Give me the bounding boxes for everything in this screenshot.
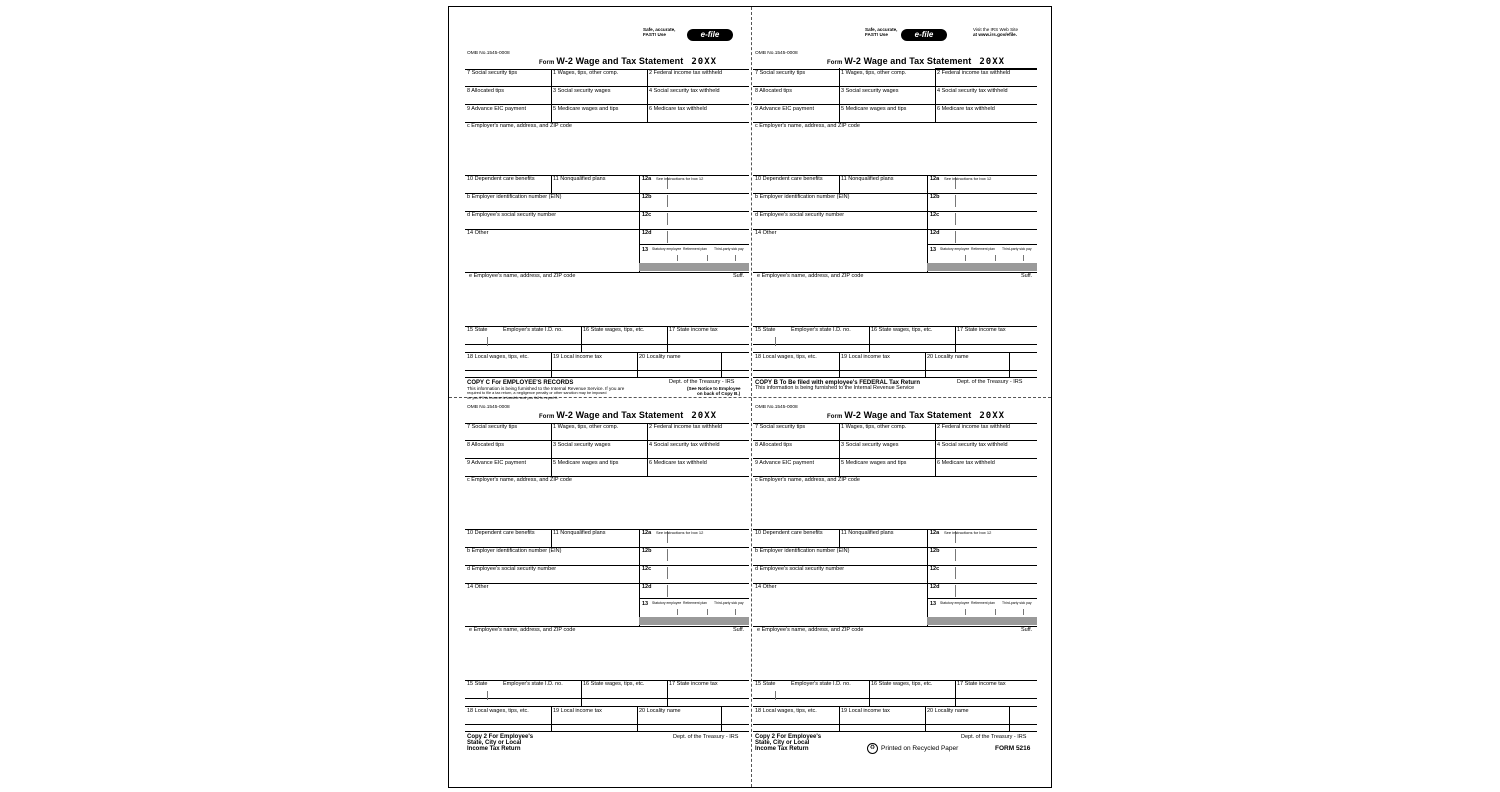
recycled-text: Printed on Recycled Paper [881, 745, 959, 753]
safe-text [643, 27, 675, 37]
boxe-label: e Employee's name, address, and ZIP code [757, 627, 864, 633]
box3-label: 3 Social security wages [553, 88, 611, 94]
box12a-label: 12a [930, 176, 940, 182]
recycle-icon: ♻ [867, 743, 878, 754]
box12b-label: 12b [642, 548, 652, 554]
box13-retirement: Retirement plan [971, 247, 995, 251]
boxc-label: c Employer's name, address, and ZIP code [467, 477, 572, 483]
w2-form-sheet [448, 6, 1052, 788]
omb-number: OMB No.1545-0008 [755, 405, 798, 410]
box12c-label: 12c [930, 212, 940, 218]
box8-label: 8 Allocated tips [467, 88, 504, 94]
panel-copy-b [753, 13, 1037, 398]
box12c-label: 12c [642, 212, 652, 218]
box18-label: 18 Local wages, tips, etc. [755, 708, 817, 714]
boxc-label: c Employer's name, address, and ZIP code [755, 477, 860, 483]
suffix-label: Suff. [1021, 273, 1033, 279]
box18-label: 18 Local wages, tips, etc. [467, 708, 529, 714]
box15-label: 15 State [755, 327, 776, 333]
safe-text-line1: Safe, accurate, [865, 27, 898, 32]
boxb-label: b Employer identification number (EIN) [467, 548, 562, 554]
copy-c-sub2: required to file a tax return, a negligence penalty or other sanction may be imposed [467, 391, 607, 395]
box3-label: 3 Social security wages [841, 442, 899, 448]
copy-c-sub3: on you if this income is taxable and you fail to report it. [467, 396, 559, 400]
box2-label: 2 Federal income tax withheld [937, 424, 1011, 430]
form-title-text: W-2 Wage and Tax Statement [556, 410, 684, 420]
dept-treasury: Dept. of the Treasury - IRS [957, 379, 1023, 385]
copy-2-title-line2: State, City or Local [467, 740, 522, 746]
box11-label: 11 Nonqualified plans [553, 530, 606, 536]
box4-label: 4 Social security tax withheld [937, 442, 1008, 448]
box10-label: 10 Dependent care benefits [755, 176, 823, 182]
box13-statutory: Statutory employee [940, 247, 970, 251]
box13-sickpay: Third-party sick pay [1002, 601, 1032, 605]
box11-label: 11 Nonqualified plans [553, 176, 606, 182]
panel-copy-2-right [753, 403, 1037, 788]
dept-treasury: Dept. of the Treasury - IRS [673, 734, 739, 740]
box15-label: 15 State [467, 327, 488, 333]
form-title [827, 410, 1005, 421]
box19-label: 19 Local income tax [841, 354, 890, 360]
box13-statutory: Statutory employee [652, 247, 682, 251]
boxc-label: c Employer's name, address, and ZIP code [467, 123, 572, 129]
box6-label: 6 Medicare tax withheld [649, 106, 707, 112]
suffix-label: Suff. [733, 273, 745, 279]
copy-2-title [467, 734, 533, 752]
box5-label: 5 Medicare wages and tips [553, 460, 619, 466]
box12d-label: 12d [642, 230, 652, 236]
tax-year: 20XX [691, 411, 718, 421]
boxb-label: b Employer identification number (EIN) [755, 548, 850, 554]
box11-label: 11 Nonqualified plans [841, 530, 894, 536]
box19-label: 19 Local income tax [553, 354, 602, 360]
tax-year: 20XX [691, 57, 718, 67]
box12d-label: 12d [930, 584, 940, 590]
tax-year: 20XX [979, 411, 1006, 421]
box13-statutory: Statutory employee [652, 601, 682, 605]
dept-treasury: Dept. of the Treasury - IRS [669, 379, 735, 385]
copy-b-title: COPY B To Be filed with employee's FEDERAL Tax Return [755, 380, 921, 386]
irs-visit-text [973, 27, 1018, 37]
box7-label: 7 Social security tips [755, 424, 806, 430]
form-word: Form [827, 60, 843, 66]
box6-label: 6 Medicare tax withheld [937, 460, 995, 466]
box13-label: 13 [642, 247, 649, 253]
form-number: FORM 5216 [995, 745, 1031, 752]
box10-label: 10 Dependent care benefits [467, 176, 535, 182]
highlight-border-box2 [935, 68, 1037, 87]
box13-sickpay: Third-party sick pay [714, 601, 744, 605]
boxd-label: d Employee's social security number [755, 212, 845, 218]
box12c-label: 12c [930, 566, 940, 572]
box9-label: 9 Advance EIC payment [467, 106, 527, 112]
box17-label: 17 State income tax [669, 681, 718, 687]
box1-label: 1 Wages, tips, other comp. [553, 70, 619, 76]
box13-sickpay: Third-party sick pay [714, 247, 744, 251]
box8-label: 8 Allocated tips [755, 442, 792, 448]
box16-label: 16 State wages, tips, etc. [871, 327, 933, 333]
copy-c-sub1: This information is being furnished to the Internal Revenue Service. If you are [467, 386, 625, 391]
copy-2-title-line1: Copy 2 For Employee's [755, 734, 822, 740]
box15-label: 15 State [467, 681, 488, 687]
box1-label: 1 Wages, tips, other comp. [841, 70, 907, 76]
box2-label: 2 Federal income tax withheld [649, 70, 723, 76]
box1-label: 1 Wages, tips, other comp. [841, 424, 907, 430]
box1-label: 1 Wages, tips, other comp. [553, 424, 619, 430]
box15-id-label: Employer's state I.D. no. [791, 681, 851, 687]
box12a-note: See instructions for box 12 [944, 530, 992, 535]
box4-label: 4 Social security tax withheld [937, 88, 1008, 94]
box14-label: 14 Other [755, 584, 777, 590]
panel-copy-c [465, 13, 749, 398]
box9-label: 9 Advance EIC payment [755, 460, 815, 466]
box20-label: 20 Locality name [927, 708, 969, 714]
safe-text-line2: FAST! Use [643, 32, 666, 37]
box13-retirement: Retirement plan [971, 601, 995, 605]
box15-id-label: Employer's state I.D. no. [503, 327, 563, 333]
box13-label: 13 [930, 247, 937, 253]
box10-label: 10 Dependent care benefits [467, 530, 535, 536]
box12a-label: 12a [930, 530, 940, 536]
boxd-label: d Employee's social security number [467, 212, 557, 218]
box11-label: 11 Nonqualified plans [841, 176, 894, 182]
form-word: Form [539, 414, 555, 420]
irs-visit-line2: at www.irs.gov/efile. [973, 32, 1017, 37]
tax-year: 20XX [979, 57, 1006, 67]
omb-number: OMB No.1545-0008 [467, 405, 510, 410]
box6-label: 6 Medicare tax withheld [937, 106, 995, 112]
copy-2-title-line3: Income Tax Return [467, 746, 521, 752]
form-word: Form [539, 60, 555, 66]
box13-statutory: Statutory employee [940, 601, 970, 605]
box15-label: 15 State [755, 681, 776, 687]
box19-label: 19 Local income tax [841, 708, 890, 714]
boxb-label: b Employer identification number (EIN) [755, 194, 850, 200]
boxb-label: b Employer identification number (EIN) [467, 194, 562, 200]
box8-label: 8 Allocated tips [467, 442, 504, 448]
suffix-label: Suff. [733, 627, 745, 633]
copy-b-sub: This information is being furnished to the Internal Revenue Service [755, 385, 915, 391]
highlight-border [839, 68, 937, 123]
box20-label: 20 Locality name [639, 354, 681, 360]
box17-label: 17 State income tax [669, 327, 718, 333]
copy-c-title: COPY C For EMPLOYEE'S RECORDS [467, 380, 574, 386]
box13-label: 13 [642, 601, 649, 607]
box12a-label: 12a [642, 176, 652, 182]
box5-label: 5 Medicare wages and tips [553, 106, 619, 112]
box14-label: 14 Other [467, 230, 489, 236]
box15-id-label: Employer's state I.D. no. [791, 327, 851, 333]
suffix-label: Suff. [1021, 627, 1033, 633]
box16-label: 16 State wages, tips, etc. [583, 327, 645, 333]
box8-label: 8 Allocated tips [755, 88, 792, 94]
box14-label: 14 Other [755, 230, 777, 236]
form-title [827, 56, 1005, 67]
panel-copy-2-left [465, 403, 749, 788]
recycled-paper-note [867, 743, 958, 754]
boxe-label: e Employee's name, address, and ZIP code [757, 273, 864, 279]
safe-text-line2: FAST! Use [865, 32, 888, 37]
box12a-note: See instructions for box 12 [656, 530, 704, 535]
copy-2-title-line3: Income Tax Return [755, 746, 809, 752]
highlight-border-box9 [753, 104, 840, 123]
box18-label: 18 Local wages, tips, etc. [755, 354, 817, 360]
notice-line1: (See Notice to Employee [687, 386, 741, 391]
efile-logo: e-file [901, 29, 947, 41]
box7-label: 7 Social security tips [755, 70, 806, 76]
box2-label: 2 Federal income tax withheld [649, 424, 723, 430]
boxe-label: e Employee's name, address, and ZIP code [469, 273, 576, 279]
boxd-label: d Employee's social security number [467, 566, 557, 572]
form-word: Form [827, 414, 843, 420]
irs-visit-line1: Visit the IRS Web Site [973, 27, 1019, 32]
box3-label: 3 Social security wages [841, 88, 899, 94]
form-title-text: W-2 Wage and Tax Statement [844, 410, 972, 420]
copy-2-title [755, 734, 821, 752]
form-title [539, 410, 717, 421]
box10-label: 10 Dependent care benefits [755, 530, 823, 536]
box19-label: 19 Local income tax [553, 708, 602, 714]
form-title-text: W-2 Wage and Tax Statement [556, 56, 684, 66]
notice-line2: on back of Copy B.) [697, 391, 741, 396]
box16-label: 16 State wages, tips, etc. [583, 681, 645, 687]
box2-label: 2 Federal income tax withheld [937, 70, 1011, 76]
box16-label: 16 State wages, tips, etc. [871, 681, 933, 687]
dept-treasury: Dept. of the Treasury - IRS [961, 734, 1027, 740]
boxc-label: c Employer's name, address, and ZIP code [755, 123, 860, 129]
box13-retirement: Retirement plan [683, 601, 707, 605]
box12c-label: 12c [642, 566, 652, 572]
form-title [539, 56, 717, 67]
box20-label: 20 Locality name [639, 708, 681, 714]
box5-label: 5 Medicare wages and tips [841, 460, 907, 466]
box12a-note: See instructions for box 12 [944, 176, 992, 181]
box5-label: 5 Medicare wages and tips [841, 106, 907, 112]
box3-label: 3 Social security wages [553, 442, 611, 448]
box4-label: 4 Social security tax withheld [649, 88, 720, 94]
form-title-text: W-2 Wage and Tax Statement [844, 56, 972, 66]
box17-label: 17 State income tax [957, 681, 1006, 687]
boxe-label: e Employee's name, address, and ZIP code [469, 627, 576, 633]
box12a-label: 12a [642, 530, 652, 536]
box7-label: 7 Social security tips [467, 70, 518, 76]
copy-2-title-line1: Copy 2 For Employee's [467, 734, 534, 740]
box6-label: 6 Medicare tax withheld [649, 460, 707, 466]
box15-id-label: Employer's state I.D. no. [503, 681, 563, 687]
box14-label: 14 Other [467, 584, 489, 590]
omb-number: OMB No.1545-0008 [467, 51, 510, 56]
box12b-label: 12b [642, 194, 652, 200]
box18-label: 18 Local wages, tips, etc. [467, 354, 529, 360]
box17-label: 17 State income tax [957, 327, 1006, 333]
box20-label: 20 Locality name [927, 354, 969, 360]
box12b-label: 12b [930, 548, 940, 554]
box7-label: 7 Social security tips [467, 424, 518, 430]
box4-label: 4 Social security tax withheld [649, 442, 720, 448]
safe-text-line1: Safe, accurate, [643, 27, 676, 32]
box12d-label: 12d [642, 584, 652, 590]
box12a-note: See instructions for box 12 [656, 176, 704, 181]
boxd-label: d Employee's social security number [755, 566, 845, 572]
box12b-label: 12b [930, 194, 940, 200]
efile-logo: e-file [687, 29, 733, 41]
box9-label: 9 Advance EIC payment [467, 460, 527, 466]
box12d-label: 12d [930, 230, 940, 236]
box13-label: 13 [930, 601, 937, 607]
safe-text [865, 27, 897, 37]
box13-retirement: Retirement plan [683, 247, 707, 251]
box9-label: 9 Advance EIC payment [755, 106, 815, 112]
box13-sickpay: Third-party sick pay [1002, 247, 1032, 251]
copy-2-title-line2: State, City or Local [755, 740, 810, 746]
omb-number: OMB No.1545-0008 [755, 51, 798, 56]
